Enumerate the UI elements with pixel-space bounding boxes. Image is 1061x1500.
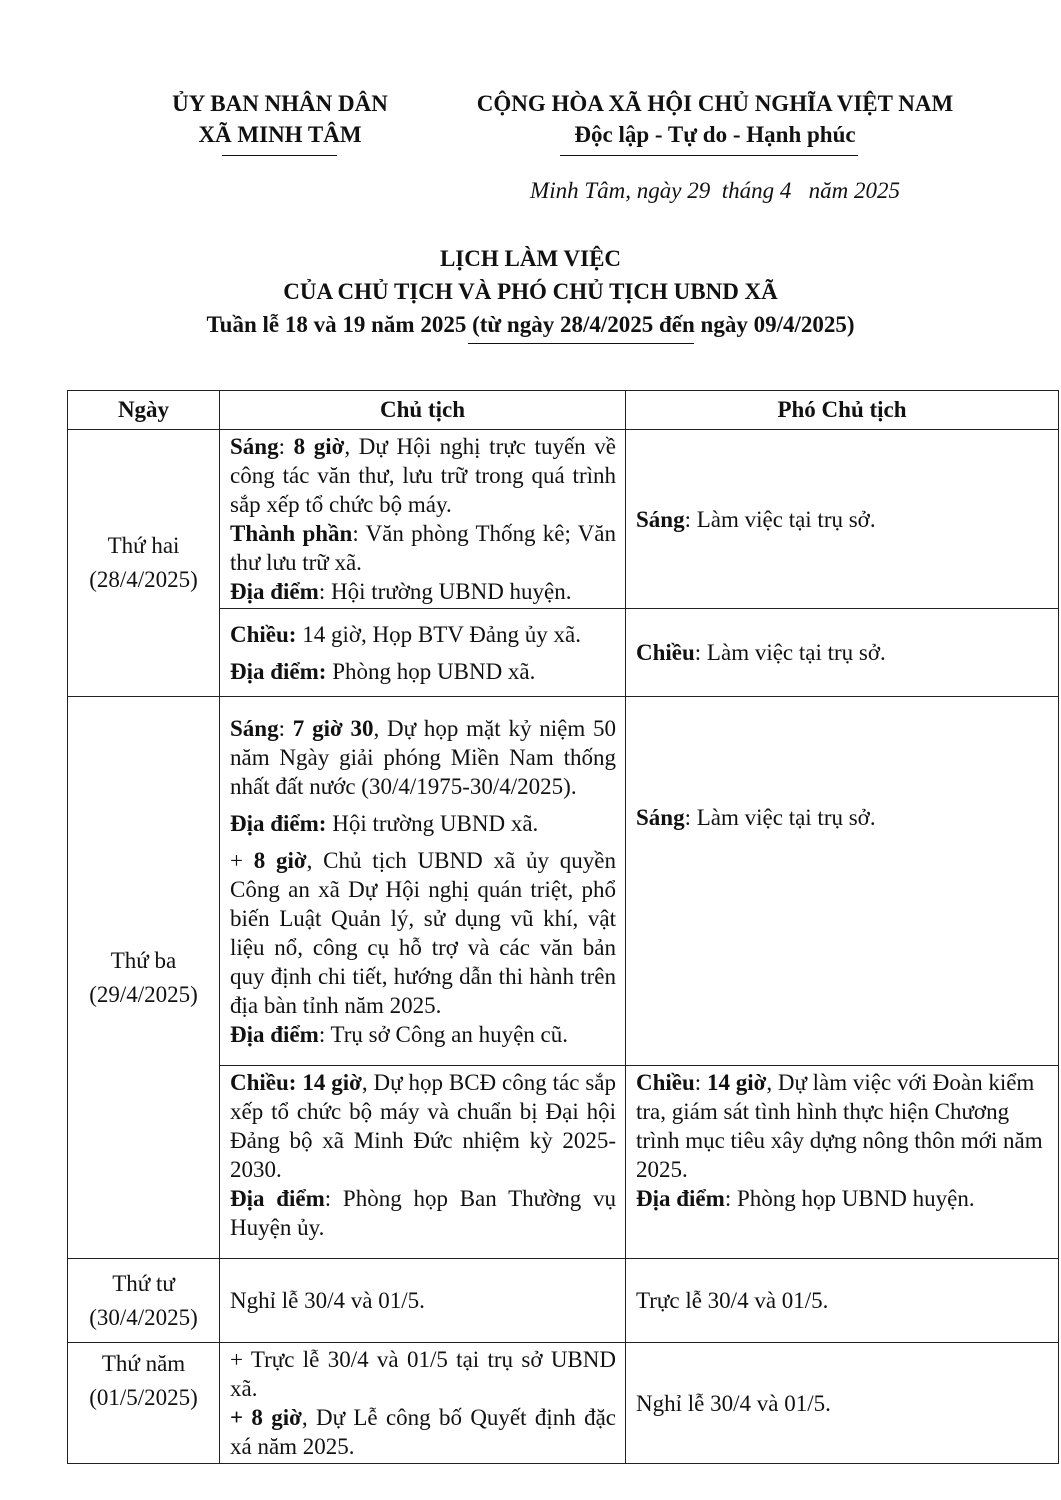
table-row [68,1259,1059,1343]
day-name: Thứ ba [110,947,177,973]
chairman-tuesday-morning: Sáng: 7 giờ 30, Dự họp mặt kỷ niệm 50 năm Ngày giải phóng Miền Nam thống nhất đất nước (30/4/1975-30/4/2025). Địa điểm: Hội trường UBND xã. + 8 giờ, Chủ tịch UBND xã ủy quyền Công an xã Dự Hội nghị quán triệt, phổ biến Luật Quản lý, sử dụng vũ khí, vật liệu nổ, công cụ hỗ trợ và các văn bản quy định chi tiết, hướng dẫn thi hành trên địa bàn tỉnh năm 2025. Địa điểm: Trụ sở Công an huyện cũ. [220,697,626,1066]
table-row [68,697,1059,1066]
issue-date: Minh Tâm, ngày 29 tháng 4 năm 2025 [530,178,900,203]
header-vice-chairman: Phó Chủ tịch [626,391,1059,430]
doc-subtitle: CỦA CHỦ TỊCH VÀ PHÓ CHỦ TỊCH UBND XÃ [283,279,778,304]
vice-tuesday-morning: Sáng: Làm việc tại trụ sở. [626,697,1059,1066]
vice-tuesday-afternoon: Chiều: 14 giờ, Dự làm việc với Đoàn kiểm tra, giám sát tình hình thực hiện Chương trình mục tiêu xây dựng nông thôn mới năm 2025. Địa điểm: Phòng họp UBND huyện. [626,1066,1059,1259]
org-underline [222,155,337,156]
org-name-line2: XÃ MINH TÂM [198,122,362,147]
day-date: (30/4/2025) [89,1304,198,1330]
day-name: Thứ hai [107,533,180,558]
chairman-monday-morning: Sáng: 8 giờ, Dự Hội nghị trực tuyến về công tác văn thư, lưu trữ trong quá trình sắp xếp tổ chức bộ máy. Thành phần: Văn phòng Thống kê; Văn thư lưu trữ xã. Địa điểm: Hội trường UBND huyện. [220,430,626,609]
vice-monday-morning: Sáng: Làm việc tại trụ sở. [626,430,1059,609]
day-date: (29/4/2025) [89,981,198,1007]
day-date: (28/4/2025) [89,567,198,592]
day-wednesday [68,1259,220,1343]
motto: Độc lập - Tự do - Hạnh phúc [574,122,856,147]
day-monday [68,430,220,697]
org-name-line1: ỦY BAN NHÂN DÂN [172,91,388,116]
schedule-table [67,390,1059,1464]
header-day: Ngày [68,391,220,430]
day-tuesday [68,697,220,1259]
day-name: Thứ tư [112,1270,175,1296]
doc-title: LỊCH LÀM VIỆC [439,246,622,271]
nation-header [440,88,990,150]
table-header-row [68,391,1059,430]
vice-thursday: Nghỉ lễ 30/4 và 01/5. [626,1343,1059,1464]
chairman-monday-afternoon: Chiều: 14 giờ, Họp BTV Đảng ủy xã. Địa điểm: Phòng họp UBND xã. [220,609,626,697]
organization-header [140,88,420,150]
chairman-tuesday-afternoon: Chiều: 14 giờ, Dự họp BCĐ công tác sắp xếp tổ chức bộ máy và chuẩn bị Đại hội Đảng bộ xã Minh Đức nhiệm kỳ 2025-2030. Địa điểm: Phòng họp Ban Thường vụ Huyện ủy. [220,1066,626,1259]
chairman-thursday: + Trực lễ 30/4 và 01/5 tại trụ sở UBND xã. + 8 giờ, Dự Lễ công bố Quyết định đặc xá năm 2025. [220,1343,626,1464]
vice-wednesday: Trực lễ 30/4 và 01/5. [626,1259,1059,1343]
day-thursday [68,1343,220,1464]
doc-week-range: Tuần lễ 18 và 19 năm 2025 (từ ngày 28/4/2025 đến ngày 09/4/2025) [206,312,855,337]
day-name: Thứ năm [101,1351,186,1376]
motto-underline [560,155,858,156]
chairman-wednesday: Nghỉ lễ 30/4 và 01/5. [220,1259,626,1343]
title-underline [468,343,694,344]
day-date: (01/5/2025) [89,1385,198,1410]
table-row [68,1343,1059,1464]
table-row [68,430,1059,609]
vice-monday-afternoon: Chiều: Làm việc tại trụ sở. [626,609,1059,697]
nation-name: CỘNG HÒA XÃ HỘI CHỦ NGHĨA VIỆT NAM [476,91,954,116]
header-chairman: Chủ tịch [220,391,626,430]
